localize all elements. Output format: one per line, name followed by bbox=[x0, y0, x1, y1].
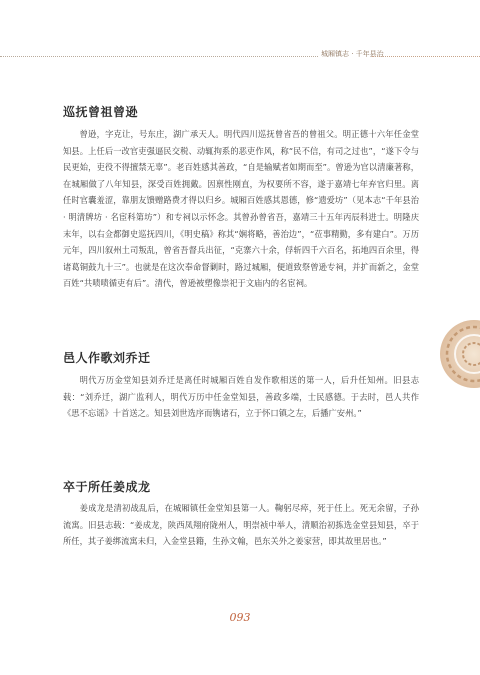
section-title-zeng-xun: 巡抚曾祖曾逊 bbox=[63, 105, 139, 119]
header-rule bbox=[0, 56, 318, 57]
running-header: 城厢镇志 · 千年县治 bbox=[321, 50, 384, 58]
decorative-medallion-icon bbox=[438, 318, 480, 390]
page-number: 093 bbox=[229, 611, 251, 624]
section-title-liu-qiaoqian: 邑人作歌刘乔迁 bbox=[63, 351, 151, 365]
header-dotted-rule bbox=[372, 56, 480, 57]
section-body-liu-qiaoqian: 明代万历金堂知县刘乔迁是离任时城厢百姓自发作歌相送的第一人，后升任知州。旧县志载：“刘乔迁，湖广监利人，明代万历中任金堂知县，善政多端，士民感德。于去时，邑人共作《思不忘谣》十首送之。知县刘世选序而镌诸石，立于怀口镇之左，后播广安州。” bbox=[63, 375, 419, 419]
section-body-zeng-xun: 曾逊，字克让，号东庄，湖广承天人。明代四川巡抚曾省吾的曾祖父。明正德十六年任金堂知县。上任后一改官吏强逼民交税、动辄拘系的恶吏作风，称“民不信，有司之过也”，“遂下令与民更始，吏役不得擅禁无辜”。老百姓感其善政，“自是输赋者如期而至”。曾逊为官以清廉著称，在城厢做了八年知县，深受百姓拥戴。因禀性刚直，为权要所不容，遂于嘉靖七年弃官归里。离任时官囊羞涩，靠朋友馈赠路费才得以归乡。城厢百姓感其恩德，修“遗爱坊”（见本志“千年县治 · 明清牌坊 · 名宦科第坊”）和专祠以示怀念。其曾孙曾省吾，嘉靖三十五年丙辰科进士。明隆庆末年，以右佥都御史巡抚四川，《明史稿》称其“娴将略，善治边”，“莅事精勤，多有建白”。万历元年，四川叙州土司叛乱，曾省吾督兵出征，“克寨六十余，俘斩四千六百名，拓地四百余里，得诸葛铜鼓九十三”。也就是在这次奉命督剿时，路过城厢，便道致祭曾逊专祠，并扩而新之，金堂百姓“共啧啧循吏有后”。清代，曾逊被塑像崇祀于文庙内的名宦祠。 bbox=[63, 129, 419, 289]
section-body-jiang-chenglong: 姜成龙是清初战乱后，在城厢镇任金堂知县第一人。鞠躬尽瘁，死于任上。死无余留，子孙流寓。旧县志载：“姜成龙，陕西凤翔府陇州人，明崇祯中举人，清顺治初拣选金堂县知县，卒于所任，其子姜绑流寓未归，入金堂县籍，生孙文翰，邑东关外之姜家营，即其故里居也。” bbox=[63, 503, 419, 547]
section-title-jiang-chenglong: 卒于所任姜成龙 bbox=[63, 480, 151, 494]
